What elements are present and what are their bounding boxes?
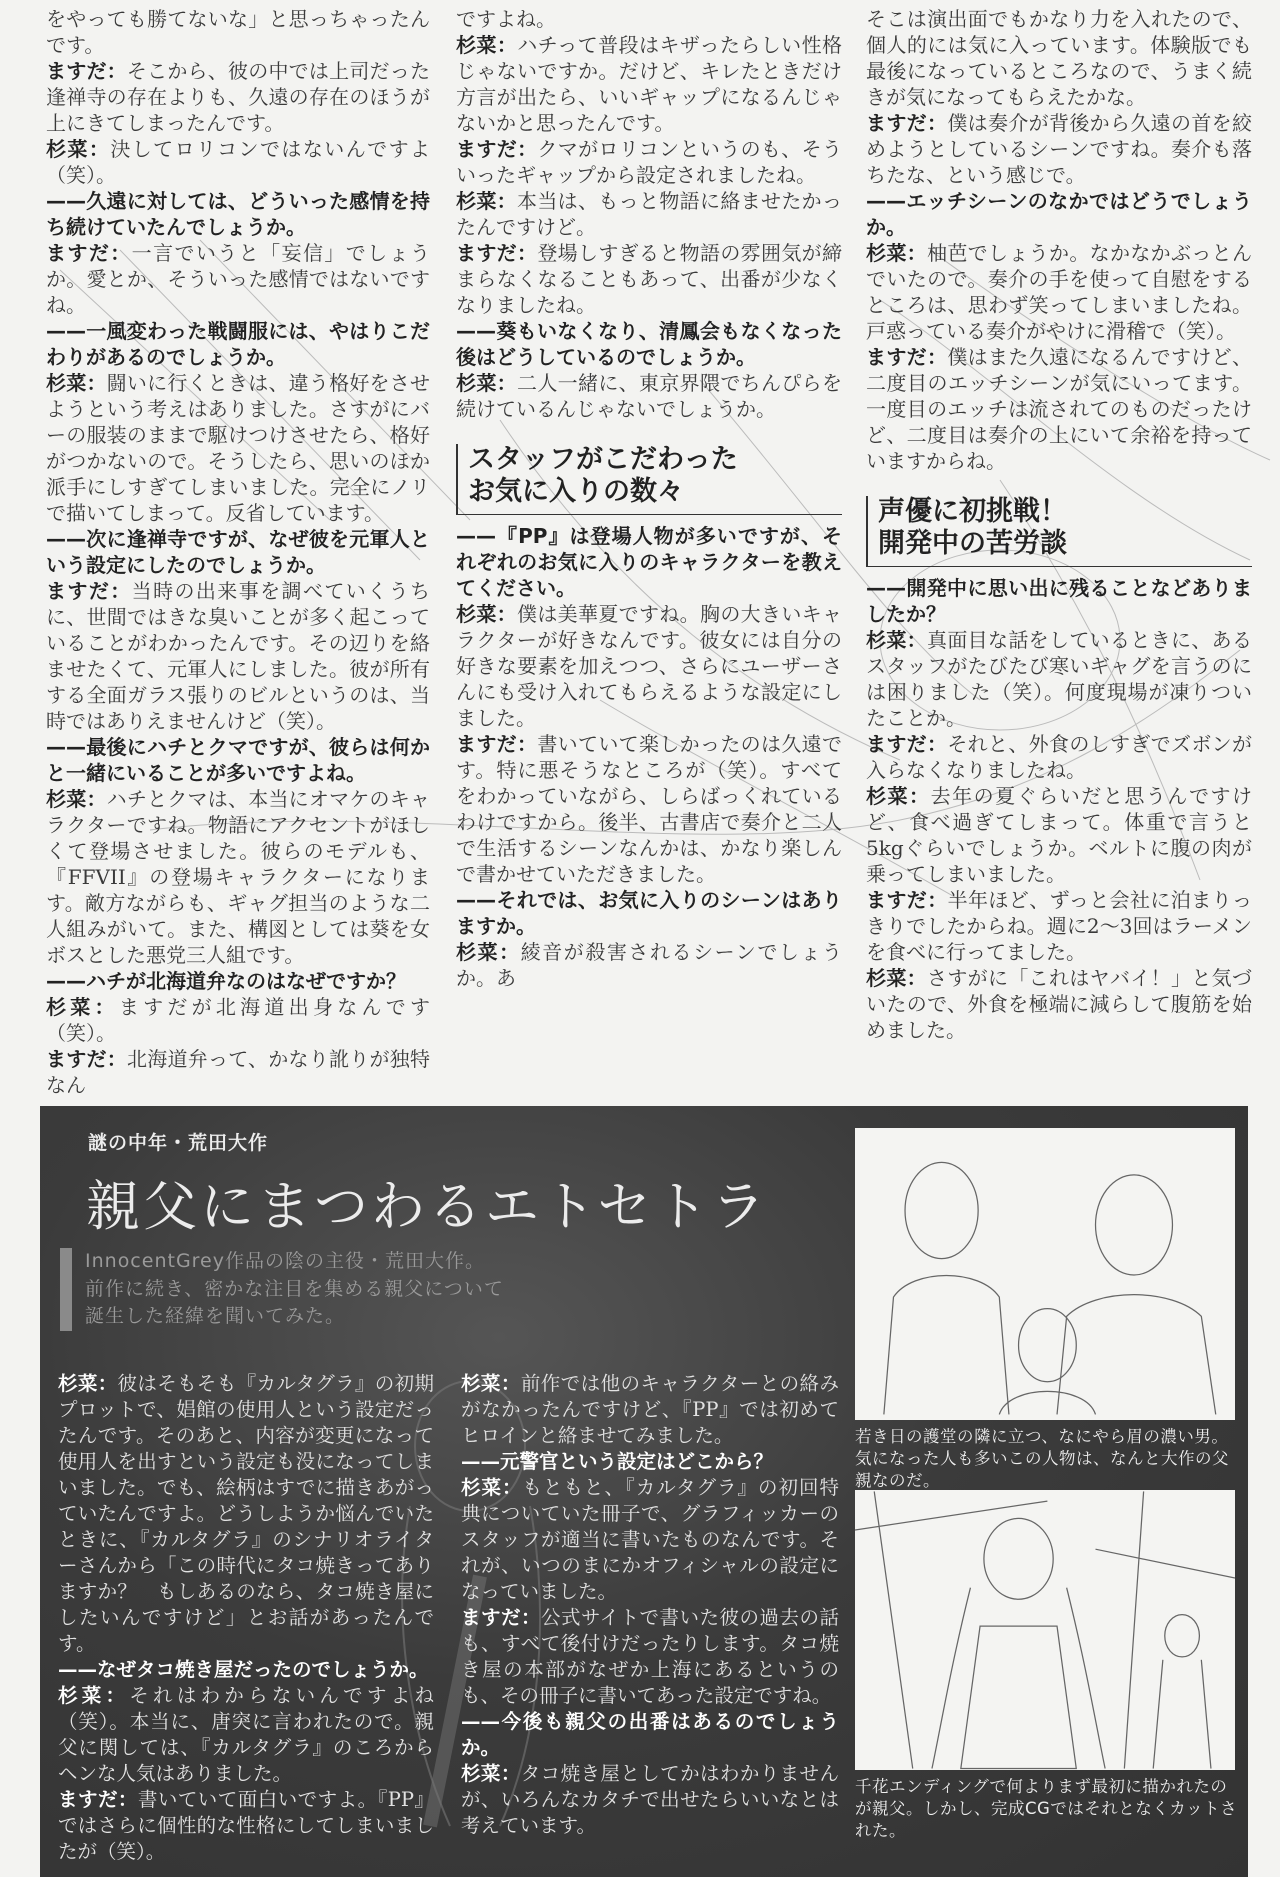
speaker-label: 杉菜：	[866, 628, 927, 652]
interview-question	[461, 1449, 839, 1475]
answer-text: 僕はまた久遠になるんですけど、二度目のエッチシーンが気にいってます。一度目のエッチは流されてのものだったけど、二度目は奏介の上にいて余裕を持っていますからね。	[866, 345, 1253, 473]
answer-text: それと、外食のしすぎでズボンが入らなくなりましたね。	[866, 732, 1253, 782]
interview-question	[866, 188, 1252, 240]
article-column-1	[46, 6, 430, 1098]
interview-paragraph	[46, 994, 430, 1046]
speaker-label: ますだ：	[866, 888, 948, 912]
interview-paragraph	[46, 578, 430, 734]
speaker-label: 杉菜：	[46, 787, 107, 811]
speaker-label: 杉菜：	[866, 784, 931, 808]
speaker-label: ますだ：	[866, 345, 948, 369]
answer-text: もともと、『カルタグラ』の初回特典についていた冊子で、グラフィッカーのスタッフが適当に書いたものなんです。それが、いつのまにかオフィシャルの設定になっていました。	[461, 1476, 839, 1603]
column-1-wrapper	[46, 6, 430, 1098]
interview-paragraph	[461, 1761, 839, 1839]
interview-paragraph	[58, 1787, 434, 1865]
speaker-label: ますだ：	[456, 137, 538, 161]
question-text: ——最後にハチとクマですが、彼らは何かと一緒にいることが多いですよね。	[46, 735, 430, 785]
caption-1: 若き日の護堂の隣に立つ、なにやら眉の濃い男。気になった人も多いこの人物は、なんと大作の父親なのだ。	[855, 1427, 1229, 1490]
answer-text: 決してロリコンではないんですよ（笑）。	[46, 137, 430, 187]
interview-question	[58, 1657, 434, 1683]
answer-text: ハチって普段はキザったらしい性格じゃないですか。だけど、キレたときだけ方言が出たら、いいギャップになるんじゃないかと思ったんです。	[456, 33, 842, 135]
answer-text: 当時の出来事を調べていくうちに、世間ではきな臭いことが多く起こっていることがわかったんです。その辺りを絡ませたくて、元軍人にしました。彼が所有する全面ガラス張りのビルというのは、当時ではありえませんけど（笑）。	[46, 579, 431, 733]
question-text: ——それでは、お気に入りのシーンはありますか。	[456, 888, 842, 938]
interview-question	[46, 526, 430, 578]
section-heading-development	[866, 496, 1252, 567]
interview-paragraph	[461, 1605, 839, 1709]
column-2-wrapper	[456, 6, 842, 991]
interview-paragraph	[866, 965, 1252, 1043]
speaker-label: ますだ：	[46, 59, 127, 83]
interview-paragraph	[461, 1475, 839, 1605]
interview-paragraph	[866, 887, 1252, 965]
speaker-label: ますだ：	[58, 1788, 138, 1811]
speaker-label: ますだ：	[866, 111, 948, 135]
interview-paragraph	[456, 6, 842, 32]
answer-text: タコ焼き屋としてかはわかりませんが、いろんなカタチで出せたらいいなとは考えています。	[461, 1762, 839, 1837]
article-column-2-bottom	[456, 523, 842, 991]
interview-paragraph	[46, 6, 430, 58]
interview-paragraph	[58, 1683, 434, 1787]
heading-line: お気に入りの数々	[468, 476, 684, 507]
speaker-label: ますだ：	[46, 579, 132, 603]
interview-paragraph	[46, 370, 430, 526]
answer-text: 公式サイトで書いた彼の過去の話も、すべて後付けだったりします。タコ焼き屋の本部がなぜか上海にあるというのも、その冊子に書いてあった設定ですね。	[461, 1606, 839, 1707]
question-text: ——今後も親父の出番はあるのでしょうか。	[461, 1710, 839, 1759]
interview-paragraph	[46, 1046, 430, 1098]
interview-paragraph	[456, 240, 842, 318]
speaker-label: 杉菜：	[46, 995, 119, 1019]
speaker-label: 杉菜：	[456, 940, 521, 964]
interview-paragraph	[456, 32, 842, 136]
article-column-3-top	[866, 6, 1252, 474]
interview-paragraph	[456, 370, 842, 422]
answer-text: それはわからないんですよね（笑）。本当に、唐突に言われたので。親父に関しては、『カルタグラ』のころからヘンな人気はありました。	[58, 1684, 434, 1785]
answer-text: 去年の夏ぐらいだと思うんですけど、食べ過ぎてしまって。体重で言うと5kgぐらいでしょうか。ベルトに腹の肉が乗ってしまいました。	[866, 784, 1253, 886]
feature-kicker: 謎の中年・荒田大作	[88, 1132, 269, 1154]
column-3-wrapper	[866, 6, 1252, 1043]
interview-paragraph	[461, 1371, 839, 1449]
answer-text: 綾音が殺害されるシーンでしょうか。あ	[456, 940, 843, 990]
answer-text: さすがに「これはヤバイ！」と気づいたので、外食を極端に減らして腹筋を始めました。	[866, 966, 1252, 1042]
interview-question	[46, 188, 430, 240]
speaker-label: 杉菜：	[46, 371, 107, 395]
answer-text: 書いていて面白いですよ。『PP』ではさらに個性的な性格にしてしまいましたが（笑）。	[58, 1788, 434, 1863]
interview-question	[46, 318, 430, 370]
interview-question	[456, 887, 842, 939]
feature-column-1	[58, 1371, 434, 1865]
interview-question	[46, 734, 430, 786]
speaker-label: ますだ：	[46, 1047, 127, 1071]
heading-line: 声優に初挑戦！	[878, 496, 1067, 527]
speaker-label: 杉菜：	[866, 241, 927, 265]
interview-question	[456, 318, 842, 370]
heading-line: スタッフがこだわった	[468, 444, 738, 475]
interview-paragraph	[456, 731, 842, 887]
answer-text: 彼はそもそも『カルタグラ』の初期プロットで、娼館の使用人という設定だったんです。そのあと、内容が変更になって使用人を出すという設定も没になってしまいました。でも、絵柄はすでに描きあがっていたんですよ。どうしようか悩んでいたときに、『カルタグラ』のシナリオライターさんから「この時代にタコ焼きってありますか？ もしあるのなら、タコ焼き屋にしたいんですけど」とお話があったんです。	[58, 1372, 434, 1655]
interview-question	[46, 968, 430, 994]
lead-line: InnocentGrey作品の陰の主役・荒田大作。	[85, 1250, 485, 1272]
speaker-label: 杉菜：	[461, 1762, 521, 1785]
article-column-3-bottom	[866, 575, 1252, 1043]
answer-text: そこは演出面でもかなり力を入れたので、個人的には気に入っています。体験版でも最後になっているところなので、うまく続きが気になってもらえたかな。	[866, 7, 1252, 109]
answer-text: ですよね。	[456, 7, 556, 31]
lead-line: 前作に続き、密かな注目を集める親父について	[85, 1277, 504, 1300]
question-text: ——なぜタコ焼き屋だったのでしょうか。	[58, 1658, 429, 1681]
answer-text: 闘いに行くときは、違う格好をさせようという考えはありました。さすがにバーの服装のままで駆けつけさせたら、格好がつかないので。そうしたら、思いのほか派手にしすぎてしまいました。完全にノリで描いてしまって。反省しています。	[46, 371, 431, 525]
answer-text: をやっても勝てないな」と思っちゃったんです。	[46, 7, 430, 57]
answer-text: 前作では他のキャラクターとの絡みがなかったんですけど、『PP』では初めてヒロインと絡ませてみました。	[461, 1372, 839, 1447]
feature-body	[40, 1106, 1248, 1877]
section-heading-favorites	[456, 444, 842, 515]
interview-paragraph	[456, 188, 842, 240]
answer-text: 柚芭でしょうか。なかなかぶっとんでいたので。奏介の手を使って自慰をするところは、思わず笑ってしまいましたね。戸惑っている奏介がやけに滑稽で（笑）。	[866, 241, 1252, 343]
question-text: ——元警官という設定はどこから？	[461, 1450, 774, 1473]
question-text: ——エッチシーンのなかではどうでしょうか。	[866, 189, 1252, 239]
interview-paragraph	[866, 627, 1252, 731]
interview-question	[456, 523, 842, 601]
answer-text: 僕は奏介が背後から久遠の首を絞めようとしているシーンですね。奏介も落ちたな、という感じで。	[866, 111, 1253, 187]
answer-text: ますだが北海道出身なんです（笑）。	[46, 995, 431, 1045]
speaker-label: ますだ：	[46, 241, 132, 265]
question-text: ——葵もいなくなり、清鳳会もなくなった後はどうしているのでしょうか。	[456, 319, 842, 369]
interview-paragraph	[866, 6, 1252, 110]
speaker-label: 杉菜：	[866, 966, 927, 990]
answer-text: 北海道弁って、かなり訛りが独特なん	[46, 1047, 430, 1097]
answer-text: 書いていて楽しかったのは久遠です。特に悪そうなところが（笑）。すべてをわかっていながら、しらばっくれているわけですから。後半、古書店で奏介と二人で生活するシーンなんかは、かなり楽しんで書かせていただきました。	[456, 732, 843, 886]
speaker-label: 杉菜：	[456, 189, 517, 213]
interview-paragraph	[866, 344, 1252, 474]
interview-paragraph	[866, 731, 1252, 783]
speaker-label: 杉菜：	[461, 1476, 523, 1499]
speaker-label: 杉菜：	[46, 137, 111, 161]
answer-text: 一言でいうと「妄信」でしょうか。愛とか、そういった感情ではないですね。	[46, 241, 431, 317]
question-text: ——『PP』は登場人物が多いですが、それぞれのお気に入りのキャラクターを教えてください。	[456, 524, 842, 600]
speaker-label: ますだ：	[866, 732, 948, 756]
answer-text: 二人一緒に、東京界隈でちんぴらを続けているんじゃないでしょうか。	[456, 371, 842, 421]
answer-text: クマがロリコンというのも、そういったギャップから設定されましたね。	[456, 137, 842, 187]
interview-paragraph	[58, 1371, 434, 1657]
interview-question	[461, 1709, 839, 1761]
question-text: ——久遠に対しては、どういった感情を持ち続けていたんでしょうか。	[46, 189, 430, 239]
speaker-label: 杉菜：	[58, 1684, 130, 1707]
answer-text: 僕は美華夏ですね。胸の大きいキャラクターが好きなんです。彼女には自分の好きな要素を加えつつ、さらにユーザーさんにも受け入れてもらえるような設定にしました。	[456, 602, 842, 730]
interview-paragraph	[46, 786, 430, 968]
question-text: ——ハチが北海道弁なのはなぜですか？	[46, 969, 406, 993]
interview-paragraph	[46, 136, 430, 188]
speaker-label: ますだ：	[461, 1606, 541, 1629]
interview-paragraph	[456, 136, 842, 188]
interview-paragraph	[866, 240, 1252, 344]
article-column-2-top	[456, 6, 842, 422]
speaker-label: 杉菜：	[456, 33, 518, 57]
question-text: ——次に逢禅寺ですが、なぜ彼を元軍人という設定にしたのでしょうか。	[46, 527, 430, 577]
question-text: ——開発中に思い出に残ることなどありましたか？	[866, 576, 1252, 626]
answer-text: 登場しすぎると物語の雰囲気が締まらなくなることもあって、出番が少なくなりましたね。	[456, 241, 843, 317]
interview-paragraph	[456, 601, 842, 731]
speaker-label: 杉菜：	[456, 602, 517, 626]
answer-text: 半年ほど、ずっと会社に泊まりっきりでしたからね。週に2〜3回はラーメンを食べに行ってました。	[866, 888, 1252, 964]
interview-paragraph	[866, 783, 1252, 887]
interview-paragraph	[456, 939, 842, 991]
speaker-label: 杉菜：	[58, 1372, 118, 1395]
speaker-label: 杉菜：	[461, 1372, 521, 1395]
answer-text: そこから、彼の中では上司だった逢禅寺の存在よりも、久遠の存在のほうが上にきてしまったんです。	[46, 59, 431, 135]
interview-paragraph	[46, 58, 430, 136]
answer-text: 真面目な話をしているときに、あるスタッフがたびたび寒いギャグを言うのには困りました（笑）。何度現場が凍りついたことか。	[866, 628, 1252, 730]
heading-line: 開発中の苦労談	[878, 528, 1067, 559]
feature-box	[40, 1106, 1248, 1877]
answer-text: 本当は、もっと物語に絡ませたかったんですけど。	[456, 189, 842, 239]
question-text: ——一風変わった戦闘服には、やはりこだわりがあるのでしょうか。	[46, 319, 430, 369]
feature-column-2	[461, 1371, 839, 1865]
speaker-label: ますだ：	[456, 732, 538, 756]
answer-text: ハチとクマは、本当にオマケのキャラクターですね。物語にアクセントがほしくて登場させました。彼らのモデルも、『FFVII』の登場キャラクターになります。敵方ながらも、ギャグ担当のような二人組みがいて。また、構図としては葵を女ボスとした悪党三人組です。	[46, 787, 431, 967]
interview-paragraph	[866, 110, 1252, 188]
speaker-label: 杉菜：	[456, 371, 517, 395]
speaker-label: ますだ：	[456, 241, 538, 265]
lead-line: 誕生した経緯を聞いてみた。	[85, 1305, 346, 1327]
interview-paragraph	[46, 240, 430, 318]
interview-question	[866, 575, 1252, 627]
caption-2: 千花エンディングで何よりまず最初に描かれたのが親父。しかし、完成CGではそれとなくカットされた。	[855, 1777, 1238, 1840]
feature-title: 親父にまつわるエトセトラ	[86, 1175, 769, 1238]
